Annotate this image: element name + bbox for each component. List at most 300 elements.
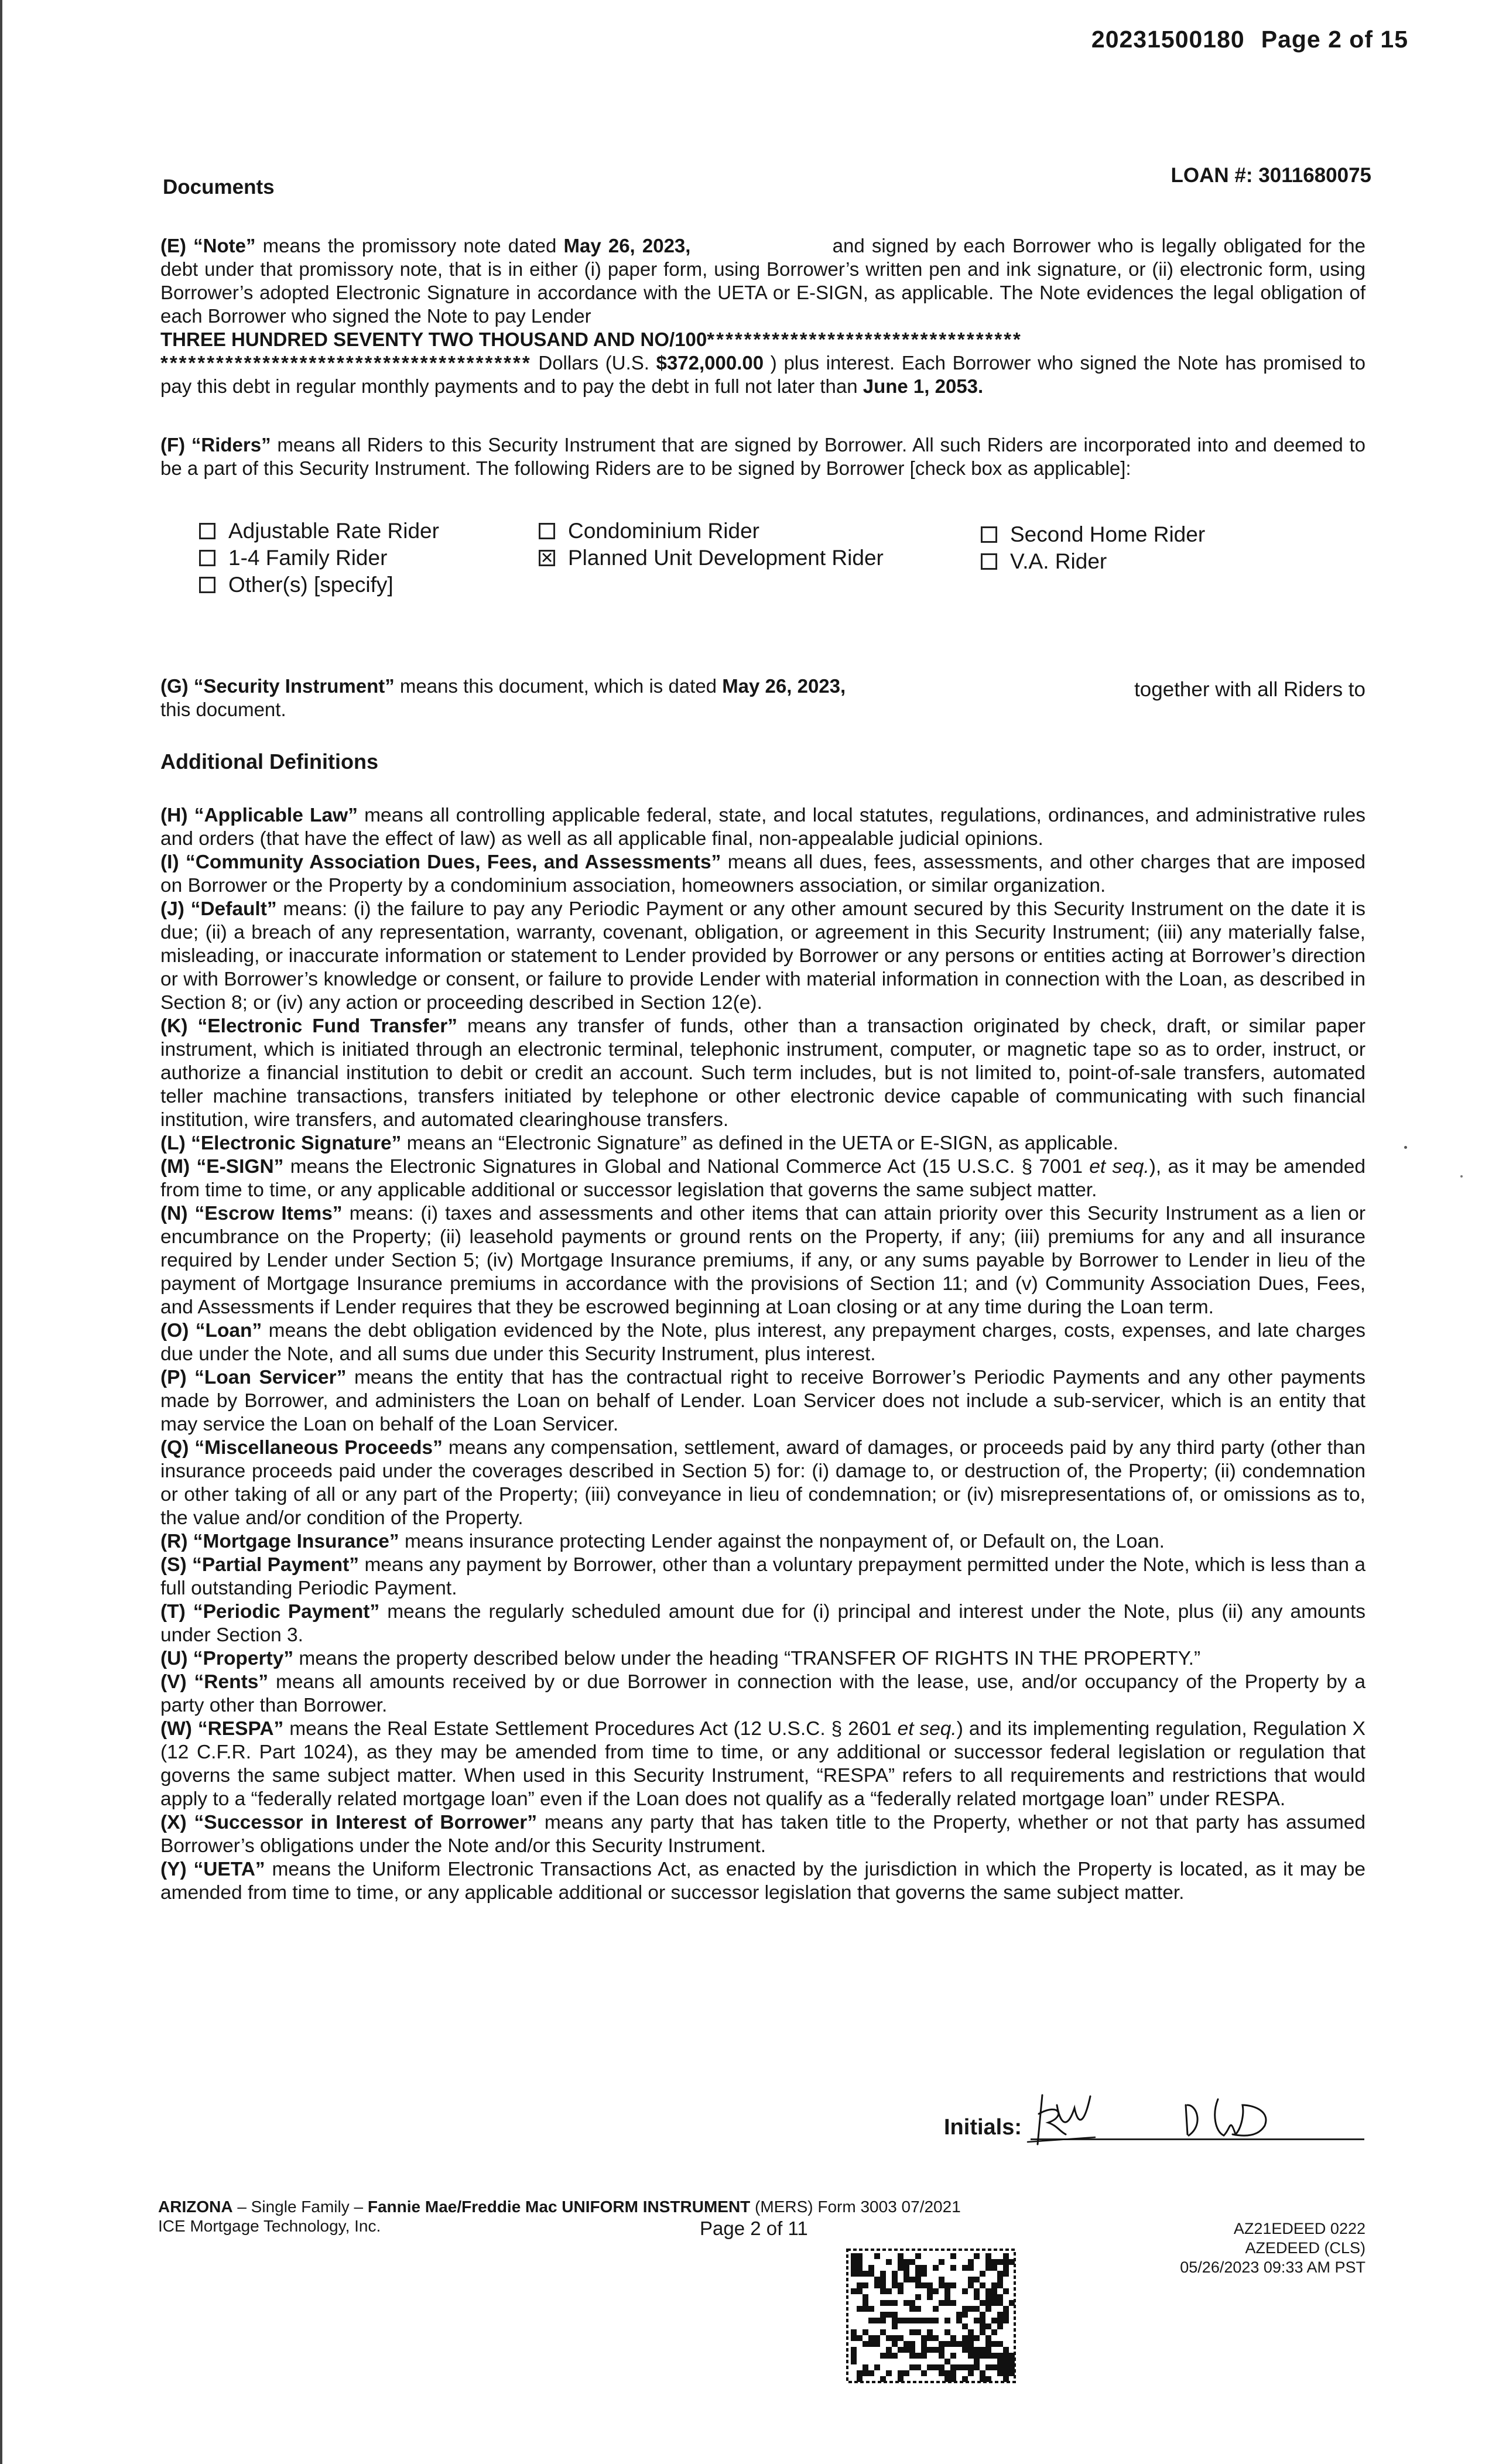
barcode-cell: [997, 2318, 1003, 2323]
barcode-cell: [874, 2318, 880, 2323]
barcode-cell: [950, 2370, 956, 2376]
definition-electronic-fund-transfer: (K) “Electronic Fund Transfer” means any transfer of funds, other than a transaction originated by check, draft, or similar paper instrument, which is initiated through an electronic terminal, telephonic instrument, computer, or magnetic tape so as to order, instruct, or authorize a financial institution to debit or credit an account. Such term includes, but is not limited to, point-of-sale transfers, automated teller machine transactions, transfers initiated by telephone or other electronic device capable of communicating with such financial institution, wire transfers, and automated clearinghouse transfers.: [160, 1015, 1366, 1131]
barcode-cell: [909, 2306, 915, 2312]
barcode-cell: [968, 2277, 974, 2282]
barcode-cell: [898, 2370, 903, 2376]
barcode-cell: [939, 2259, 944, 2265]
barcode-cell: [985, 2335, 991, 2341]
barcode-cell: [997, 2323, 1003, 2329]
barcode-cell: [921, 2370, 927, 2376]
barcode-cell: [950, 2353, 956, 2359]
barcode-cell: [921, 2271, 927, 2277]
barcode-cell: [985, 2288, 991, 2294]
barcode-cell: [915, 2318, 921, 2323]
scan-speck: [1404, 1146, 1407, 1149]
rider-adjustable-rate[interactable]: Adjustable Rate Rider: [199, 518, 439, 545]
barcode-cell: [886, 2288, 892, 2294]
handwritten-initials: [1177, 2093, 1279, 2143]
barcode-cell: [968, 2341, 974, 2347]
barcode-cell: [880, 2271, 886, 2277]
barcode-cell: [1003, 2259, 1009, 2265]
definitions-list: [160, 804, 1365, 1905]
barcode-cell: [903, 2265, 909, 2271]
initials-label: Initials:: [944, 2115, 1022, 2140]
barcode-cell: [974, 2318, 980, 2323]
barcode-cell: [915, 2329, 921, 2335]
section-label: Documents: [163, 176, 275, 199]
checkbox[interactable]: [199, 550, 215, 566]
rider-condominium[interactable]: Condominium Rider: [539, 518, 884, 545]
barcode-cell: [944, 2370, 950, 2376]
barcode-cell: [915, 2364, 921, 2370]
barcode-cell: [851, 2253, 857, 2259]
barcode-cell: [980, 2282, 985, 2288]
barcode-cell: [1003, 2318, 1009, 2323]
definition-partial-payment: (S) “Partial Payment” means any payment by Borrower, other than a voluntary prepayment permitted under the Note, which is less than a full outstanding Periodic Payment.: [160, 1554, 1366, 1599]
barcode-cell: [980, 2300, 985, 2306]
barcode-cell: [909, 2353, 915, 2359]
definition-e-sign: (M) “E-SIGN” means the Electronic Signatures in Global and National Commerce Act (15 U.S.C. § 7001 et seq.), as it may be amended from time to time, or any applicable additional or successor legislation that governs the same subject matter.: [160, 1156, 1366, 1201]
barcode-cell: [892, 2271, 898, 2277]
barcode-cell: [997, 2353, 1003, 2359]
barcode-cell: [933, 2364, 939, 2370]
barcode-cell: [921, 2347, 927, 2353]
barcode-cell: [944, 2288, 950, 2294]
barcode-cell: [857, 2370, 863, 2376]
barcode-cell: [886, 2347, 892, 2353]
barcode-cell: [985, 2306, 991, 2312]
barcode-cell: [962, 2335, 968, 2341]
barcode-cell: [974, 2294, 980, 2300]
definition-default: (J) “Default” means: (i) the failure to pay any Periodic Payment or any other amount secured by this Security Instrument on the date it is due; (ii) a breach of any representation, warranty, covenant, obligation, or agreement in this Security Instrument; (iii) any materially false, misleading, or inaccurate information or statement to Lender provided by Borrower or any persons or entities acting at Borrower’s direction or with Borrower’s knowledge or consent, or failure to provide Lender with material information in connection with the Loan, as described in Section 8; or (iv) any action or proceeding described in Section 12(e).: [160, 898, 1366, 1014]
barcode-cell: [962, 2341, 968, 2347]
checkbox[interactable]: [981, 526, 997, 543]
barcode-cell: [898, 2265, 903, 2271]
barcode-cell: [985, 2294, 991, 2300]
barcode-cell: [880, 2329, 886, 2335]
barcode-cell: [991, 2282, 997, 2288]
barcode-cell: [880, 2318, 886, 2323]
barcode-cell: [903, 2318, 909, 2323]
barcode-cell: [863, 2329, 868, 2335]
barcode-cell: [1003, 2353, 1009, 2359]
barcode-cell: [915, 2271, 921, 2277]
checked-checkbox[interactable]: ✕: [539, 550, 555, 566]
barcode-cell: [997, 2277, 1003, 2282]
barcode-cell: [857, 2253, 863, 2259]
definition-respa: (W) “RESPA” means the Real Estate Settlement Procedures Act (12 U.S.C. § 2601 et seq.) and its implementing regulation, Regulation X (12 C.F.R. Part 1024), as they may be amended from time to time, or any additional or successor federal legislation or regulation that governs the same subject matter. When used in this Security Instrument, “RESPA” refers to all requirements and restrictions that would apply to a “federally related mortgage loan” even if the Loan does not qualify as a “federally related mortgage loan” under RESPA.: [160, 1718, 1366, 1810]
barcode-cell: [950, 2282, 956, 2288]
definition-periodic-payment: (T) “Periodic Payment” means the regularly scheduled amount due for (i) principal and interest under the Note, plus (ii) any amounts under Section 3.: [160, 1601, 1366, 1646]
rider-column: [199, 518, 439, 598]
barcode-cell: [857, 2335, 863, 2341]
definition-miscellaneous-proceeds: (Q) “Miscellaneous Proceeds” means any compensation, settlement, award of damages, or proceeds paid by any third party (other than insurance proceeds paid under the coverages described in Section 5) for: (i) damage to, or destruction of, the Property; (ii) condemnation or other taking of all or any part of the Property; (iii) conveyance in lieu of condemnation; or (iv) misrepresentations of, or omissions as to, the value and/or condition of the Property.: [160, 1437, 1365, 1529]
barcode-cell: [968, 2347, 974, 2353]
barcode-cell: [991, 2364, 997, 2370]
state-label: ARIZONA: [158, 2198, 233, 2216]
barcode-cell: [927, 2318, 933, 2323]
barcode-cell: [950, 2253, 956, 2259]
barcode-cell: [909, 2259, 915, 2265]
barcode-cell: [892, 2312, 898, 2318]
definition-note: (E) “Note” means the promissory note dated May 26, 2023, and signed by each Borrower who is legally obligated for the debt under that promissory note, that is in either (i) paper form, using Borrower’s written pen and ink signature, or (ii) electronic form, using Borrower’s adopted Electronic Signature in accordance with the UETA or E-SIGN, as applicable. The Note evidences the legal obligation of each Borrower who signed the Note to pay Lender THREE HUNDRED SEVENTY TWO THOUSAND AND NO/100********************************** **************************************** Dollars (U.S. $372,000.00 ) plus interest. Each Borrower who signed the Note has promised to pay this debt in regular monthly payments and to pay the debt in full not later than June 1, 2053.: [160, 235, 1365, 397]
barcode-cell: [892, 2323, 898, 2329]
barcode-cell: [921, 2265, 927, 2271]
barcode-cell: [898, 2253, 903, 2259]
barcode-cell: [880, 2353, 886, 2359]
barcode-cell: [915, 2265, 921, 2271]
form-codes: AZ21EDEED 0222 AZEDEED (CLS) 05/26/2023 09:33 AM PST: [1180, 2220, 1365, 2276]
checkbox[interactable]: [981, 553, 997, 570]
barcode-cell: [944, 2300, 950, 2306]
barcode-cell: [991, 2288, 997, 2294]
barcode-cell: [921, 2341, 927, 2347]
barcode-cell: [933, 2335, 939, 2341]
barcode-cell: [939, 2347, 944, 2353]
barcode-cell: [974, 2288, 980, 2294]
barcode-cell: [980, 2312, 985, 2318]
barcode-cell: [956, 2364, 962, 2370]
definition-loan: (O) “Loan” means the debt obligation evidenced by the Note, plus interest, any prepayment charges, costs, expenses, and late charges due under the Note, and all sums due under this Security Instrument, plus interest.: [160, 1320, 1365, 1365]
barcode-cell: [968, 2335, 974, 2341]
scan-speck: [1460, 1175, 1463, 1178]
maturity-date: June 1, 2053.: [863, 375, 984, 397]
barcode-cell: [997, 2370, 1003, 2376]
barcode-cell: [903, 2300, 909, 2306]
barcode-cell: [903, 2341, 909, 2347]
barcode-cell: [968, 2353, 974, 2359]
barcode-cell: [1003, 2312, 1009, 2318]
rider-column: [539, 518, 884, 571]
barcode-cell: [868, 2335, 874, 2341]
barcode-cell: [997, 2271, 1003, 2277]
barcode-cell: [974, 2364, 980, 2370]
definition-security-instrument: (G) “Security Instrument” means this document, which is dated May 26, 2023, this document.: [160, 675, 846, 720]
barcode-cell: [991, 2300, 997, 2306]
barcode-cell: [874, 2277, 880, 2282]
barcode-cell: [985, 2300, 991, 2306]
barcode-cell: [915, 2253, 921, 2259]
barcode-cell: [909, 2364, 915, 2370]
term-heading: (E) “Note”: [160, 235, 256, 256]
barcode-cell: [939, 2277, 944, 2282]
barcode-cell: [863, 2282, 868, 2288]
barcode-cell: [857, 2271, 863, 2277]
barcode-cell: [1003, 2271, 1009, 2277]
barcode-cell: [944, 2329, 950, 2335]
barcode-cell: [997, 2341, 1003, 2347]
barcode-cell: [915, 2294, 921, 2300]
barcode-cell: [974, 2277, 980, 2282]
barcode-cell: [968, 2370, 974, 2376]
barcode-cell: [1003, 2306, 1009, 2312]
barcode-cell: [909, 2277, 915, 2282]
barcode-cell: [851, 2288, 857, 2294]
barcode-cell: [985, 2253, 991, 2259]
barcode-cell: [944, 2341, 950, 2347]
barcode-cell: [980, 2370, 985, 2376]
barcode-cell: [921, 2335, 927, 2341]
barcode-cell: [1003, 2370, 1009, 2376]
barcode-cell: [944, 2282, 950, 2288]
definition-mortgage-insurance: (R) “Mortgage Insurance” means insurance protecting Lender against the nonpayment of, or Default on, the Loan.: [160, 1531, 1165, 1552]
barcode-cell: [985, 2265, 991, 2271]
rider-second-home[interactable]: Second Home Rider: [981, 521, 1205, 548]
barcode-cell: [892, 2335, 898, 2341]
barcode-cell: [985, 2259, 991, 2265]
barcode-cell: [991, 2318, 997, 2323]
barcode-cell: [974, 2253, 980, 2259]
barcode-cell: [868, 2370, 874, 2376]
barcode-cell: [956, 2318, 962, 2323]
barcode-cell: [874, 2253, 880, 2259]
handwritten-initials: [1025, 2090, 1113, 2149]
instrument-label: Fannie Mae/Freddie Mac UNIFORM INSTRUMENT: [367, 2198, 751, 2216]
barcode-cell: [1003, 2364, 1009, 2370]
barcode-cell: [962, 2323, 968, 2329]
barcode-cell: [962, 2288, 968, 2294]
barcode-cell: [886, 2335, 892, 2341]
barcode-cell: [933, 2318, 939, 2323]
rider-column: [981, 521, 1205, 575]
barcode-cell: [962, 2306, 968, 2312]
barcode-cell: [927, 2364, 933, 2370]
barcode-cell: [985, 2364, 991, 2370]
barcode-cell: [886, 2370, 892, 2376]
checkbox[interactable]: [199, 577, 215, 593]
barcode-cell: [997, 2364, 1003, 2370]
barcode-cell: [863, 2370, 868, 2376]
barcode-cell: [915, 2277, 921, 2282]
barcode-cell: [880, 2300, 886, 2306]
definition-escrow-items: (N) “Escrow Items” means: (i) taxes and assessments and other items that can attain priority over this Security Instrument as a lien or encumbrance on the Property; (ii) leasehold payments or ground rents on the Property, if any; (iii) premiums for any and all insurance required by Lender under Section 5; (iv) Mortgage Insurance premiums, if any, or any sums payable by Borrower to Lender in lieu of the payment of Mortgage Insurance premiums in accordance with the provisions of Section 11; and (v) Community Association Dues, Fees, and Assessments if Lender requires that they be escrowed beginning at Loan closing or at any time during the Loan term.: [160, 1203, 1366, 1318]
checkbox[interactable]: [199, 523, 215, 539]
barcode-cell: [985, 2353, 991, 2359]
barcode-cell: [909, 2329, 915, 2335]
barcode-cell: [991, 2259, 997, 2265]
barcode-cell: [985, 2341, 991, 2347]
barcode-cell: [997, 2300, 1003, 2306]
barcode-cell: [851, 2271, 857, 2277]
barcode-cell: [1003, 2265, 1009, 2271]
barcode-cell: [898, 2347, 903, 2353]
barcode-cell: [962, 2347, 968, 2353]
barcode-cell: [868, 2306, 874, 2312]
recording-header: [1091, 26, 1408, 53]
form-page-number: Page 2 of 11: [700, 2217, 808, 2239]
barcode-cell: [956, 2312, 962, 2318]
barcode-cell: [921, 2282, 927, 2288]
barcode-cell: [851, 2353, 857, 2359]
barcode-cell: [997, 2259, 1003, 2265]
barcode-cell: [880, 2282, 886, 2288]
barcode-cell: [915, 2282, 921, 2288]
barcode-cell: [851, 2265, 857, 2271]
barcode-cell: [892, 2300, 898, 2306]
barcode-cell: [892, 2277, 898, 2282]
barcode-cell: [939, 2282, 944, 2288]
barcode-image: [846, 2249, 1016, 2383]
barcode-cell: [997, 2282, 1003, 2288]
barcode-cell: [903, 2259, 909, 2265]
barcode-cell: [962, 2312, 968, 2318]
barcode-cell: [909, 2341, 915, 2347]
barcode-cell: [868, 2265, 874, 2271]
barcode-cell: [898, 2318, 903, 2323]
barcode-cell: [956, 2341, 962, 2347]
instrument-date: May 26, 2023,: [722, 675, 846, 697]
barcode-cell: [980, 2329, 985, 2335]
scan-edge: [0, 0, 2, 2464]
definition-riders: (F) “Riders” means all Riders to this Security Instrument that are signed by Borrower. All such Riders are incorporated into and deemed to be a part of this Security Instrument. The following Riders are to be signed by Borrower [check box as applicable]:: [160, 434, 1366, 479]
barcode-cell: [886, 2259, 892, 2265]
barcode-cell: [974, 2306, 980, 2312]
barcode-cell: [962, 2265, 968, 2271]
barcode-cell: [939, 2300, 944, 2306]
barcode-cell: [927, 2329, 933, 2335]
loan-amount: $372,000.00: [656, 352, 764, 374]
barcode-cell: [892, 2282, 898, 2288]
amount-in-words: THREE HUNDRED SEVENTY TWO THOUSAND AND NO/100: [160, 328, 707, 350]
recording-page: Page 2 of 15: [1261, 26, 1408, 53]
barcode-cell: [968, 2329, 974, 2335]
barcode-cell: [880, 2277, 886, 2282]
additional-definitions-heading: Additional Definitions: [160, 750, 378, 774]
definition-property: (U) “Property” means the property described below under the heading “TRANSFER OF RIGHTS IN THE PROPERTY.”: [160, 1648, 1201, 1669]
barcode-cell: [863, 2306, 868, 2312]
barcode-cell: [985, 2323, 991, 2329]
barcode-cell: [927, 2288, 933, 2294]
barcode-cell: [968, 2306, 974, 2312]
barcode-cell: [927, 2335, 933, 2341]
barcode-cell: [851, 2329, 857, 2335]
barcode-cell: [997, 2312, 1003, 2318]
barcode-cell: [968, 2265, 974, 2271]
barcode-cell: [857, 2259, 863, 2265]
barcode-cell: [950, 2265, 956, 2271]
barcode-cell: [880, 2312, 886, 2318]
barcode-cell: [886, 2353, 892, 2359]
barcode-cell: [892, 2353, 898, 2359]
barcode-cell: [974, 2359, 980, 2364]
barcode-cell: [863, 2300, 868, 2306]
barcode-cell: [933, 2306, 939, 2312]
barcode-cell: [857, 2282, 863, 2288]
barcode-cell: [903, 2277, 909, 2282]
barcode-cell: [898, 2288, 903, 2294]
loan-number: LOAN #: 3011680075: [1171, 164, 1371, 187]
barcode-cell: [863, 2271, 868, 2277]
barcode-cell: [991, 2353, 997, 2359]
barcode-cell: [863, 2341, 868, 2347]
barcode-cell: [921, 2353, 927, 2359]
note-date: May 26, 2023,: [563, 235, 691, 256]
barcode-cell: [944, 2318, 950, 2323]
definition-applicable-law: (H) “Applicable Law” means all controlling applicable federal, state, and local statutes, regulations, ordinances, and administrative rules and orders (that have the effect of law) as well as all applicable final, non-appealable judicial opinions.: [160, 805, 1365, 850]
barcode-cell: [874, 2282, 880, 2288]
term-heading: (F) “Riders”: [160, 434, 271, 456]
barcode-cell: [915, 2353, 921, 2359]
barcode-cell: [927, 2294, 933, 2300]
barcode-cell: [950, 2335, 956, 2341]
barcode-cell: [974, 2335, 980, 2341]
barcode-cell: [909, 2347, 915, 2353]
definition-successor-in-interest: (X) “Successor in Interest of Borrower” means any party that has taken title to the Property, whether or not that party has assumed Borrower’s obligations under the Note and/or this Security Instrument.: [160, 1812, 1365, 1857]
barcode-cell: [927, 2347, 933, 2353]
barcode-cell: [898, 2282, 903, 2288]
barcode-cell: [944, 2359, 950, 2364]
barcode-cell: [851, 2335, 857, 2341]
barcode-cell: [903, 2370, 909, 2376]
form-footer: ARIZONA – Single Family – Fannie Mae/Freddie Mac UNIFORM INSTRUMENT (MERS) Form 3003 07/2021 ICE Mortgage Technology, Inc.: [158, 2198, 961, 2235]
term-heading: (G) “Security Instrument”: [160, 675, 395, 697]
definition-community-association-dues: (I) “Community Association Dues, Fees, and Assessments” means all dues, fees, assessments, and other charges that are imposed on Borrower or the Property by a condominium association, homeowners association, or similar organization.: [160, 851, 1365, 896]
barcode-cell: [886, 2312, 892, 2318]
security-instrument-tail: together with all Riders to: [1134, 678, 1365, 701]
barcode-cell: [985, 2347, 991, 2353]
barcode-cell: [880, 2288, 886, 2294]
barcode-cell: [851, 2347, 857, 2353]
vendor-label: ICE Mortgage Technology, Inc.: [158, 2217, 381, 2235]
barcode-cell: [933, 2347, 939, 2353]
rider-planned-unit-development[interactable]: ✕ Planned Unit Development Rider: [539, 545, 884, 571]
barcode-cell: [991, 2329, 997, 2335]
barcode-cell: [886, 2300, 892, 2306]
barcode-cell: [962, 2364, 968, 2370]
barcode-cell: [903, 2271, 909, 2277]
barcode-cell: [997, 2294, 1003, 2300]
rider-other[interactable]: Other(s) [specify]: [199, 571, 439, 598]
barcode-cell: [980, 2323, 985, 2329]
barcode-cell: [874, 2341, 880, 2347]
checkbox[interactable]: [539, 523, 555, 539]
barcode-cell: [909, 2318, 915, 2323]
barcode-cell: [1003, 2347, 1009, 2353]
barcode-cell: [892, 2341, 898, 2347]
rider-1-4-family[interactable]: 1-4 Family Rider: [199, 545, 439, 571]
barcode-cell: [921, 2318, 927, 2323]
barcode-cell: [868, 2318, 874, 2323]
barcode-cell: [939, 2341, 944, 2347]
barcode-cell: [980, 2318, 985, 2323]
recording-number: 20231500180: [1091, 26, 1245, 53]
barcode-cell: [974, 2353, 980, 2359]
barcode-cell: [851, 2259, 857, 2265]
barcode-cell: [1003, 2288, 1009, 2294]
barcode-cell: [868, 2341, 874, 2347]
barcode-cell: [944, 2294, 950, 2300]
barcode-cell: [991, 2341, 997, 2347]
barcode-cell: [857, 2288, 863, 2294]
barcode-cell: [968, 2282, 974, 2288]
definition-loan-servicer: (P) “Loan Servicer” means the entity that has the contractual right to receive Borrower’s Periodic Payments and any other payments made by Borrower, and administers the Loan on behalf of Lender. Loan Servicer does not include a sub-servicer, which is an entity that may service the Loan on behalf of the Loan Servicer.: [160, 1367, 1365, 1435]
barcode-cell: [933, 2265, 939, 2271]
barcode-cell: [950, 2341, 956, 2347]
barcode-cell: [1003, 2253, 1009, 2259]
barcode-cell: [874, 2364, 880, 2370]
barcode-cell: [903, 2347, 909, 2353]
barcode-cell: [950, 2300, 956, 2306]
barcode-cell: [939, 2353, 944, 2359]
barcode-cell: [857, 2306, 863, 2312]
barcode-cell: [892, 2318, 898, 2323]
definition-rents: (V) “Rents” means all amounts received by or due Borrower in connection with the lease, use, and/or occupancy of the Property by a party other than Borrower.: [160, 1671, 1366, 1716]
barcode-cell: [915, 2306, 921, 2312]
barcode-cell: [991, 2294, 997, 2300]
barcode-cell: [863, 2294, 868, 2300]
rider-va[interactable]: V.A. Rider: [981, 548, 1205, 575]
barcode-cell: [997, 2359, 1003, 2364]
